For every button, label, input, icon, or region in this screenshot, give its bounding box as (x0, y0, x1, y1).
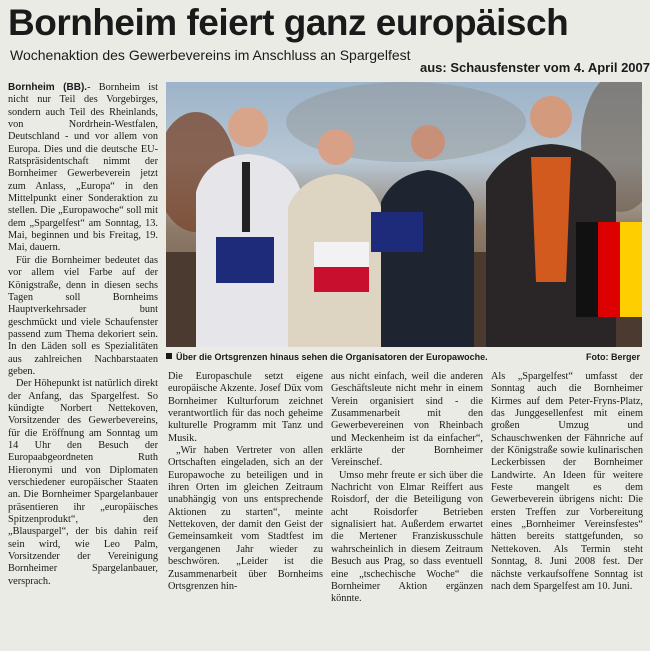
paragraph: Der Höhepunkt ist natürlich direkt der Anfang, das Spargelfest. So kündigte Norbert Nettekoven, Vorsitzender des Gewerbevereins, für die Eröffnung am Sonntag um 14 Uhr den Besuch der Europaabgeordneten Ruth Hieronymi und von Diplomaten verschiedener europäischer Staaten an. Die Bornheimer Spargelanbauer präsentieren ihr „europäisches Spitzenprodukt“, den „Blauspargel“, der bis dahin reif sein wird, wie Leo Palm, Vorsitzender der Vereinigung Bornheimer Spargelanbauer, versprach. (8, 378, 158, 587)
article-column-2 (168, 371, 323, 648)
caption-text: Über die Ortsgrenzen hinaus sehen die Organisatoren der Europawoche. (176, 352, 488, 362)
paragraph: „Wir haben Vertreter von allen Ortschaften eingeladen, sich an der Europawoche zu beteiligen und in ihren Orten im gleichen Zeitraum unabhängig von uns entsprechende Aktionen zu starten“, meinte Nettekoven, der damit den Geist der Gemeinsamkeit vom Stadtfest im vergangenen Jahr wieder zu beschwören. „Leider ist die Zusammenarbeit über Bornheims Ortsgrenzen hin- (168, 445, 323, 592)
paragraph: aus nicht einfach, weil die anderen Geschäftsleute nicht mehr in einem Verein organisiert sind - die Zusammenarbeit mit den Gewerbevereinen von Rheinbach und Meckenheim ist da einfacher“, erklärte der Bornheimer Vereinschef. (331, 371, 483, 469)
headline: Bornheim feiert ganz europäisch (8, 2, 569, 43)
article-column-3 (331, 371, 483, 648)
paragraph: Umso mehr freute er sich über die Nachricht von Elmar Reiffert aus Roisdorf, der die Beteiligung von acht Roisdorfer Betrieben signalisiert hat. Außerdem erwartet die Mertener Franziskusschule wahrscheinlich in diesem Zeitraum Besuch aus Prag, so dass eventuell eine „tschechische Woche“ die Bornheimer Aktion ergänzen könnte. (331, 469, 483, 605)
photo-illustration (166, 82, 642, 347)
paragraph: Für die Bornheimer bedeutet das vor allem viel Farbe auf der Königstraße, denn in diesen sechs Tagen soll Bornheims Hauptverkehrsader bunt geschmückt und viele Schaufenster passend zum Thema dekoriert sein. In den Läden soll es Spezialitäten aus zahlreichen Nachbarstaaten geben. (8, 254, 158, 377)
paragraph (8, 82, 158, 255)
article-column-4 (491, 371, 643, 648)
paragraph-text: - Bornheim ist nicht nur Teil des Vorgebirges, sondern auch Teil des Rheinlands, von Nordrhein-Westfalen, Deutschland - und vor allem von Europa. Dies und die deutsche EU-Ratspräsidentschaft nimmt der Bornheimer Gewerbeverein jetzt zum Anlass, „Europa“ in den Mittelpunkt einer Sonderaktion zu stellen. Die „Europawoche“ soll mit dem „Spargelfest“ am Sonntag, 13. Mai, beginnen und bis Freitag, 19. Mai, dauern. (8, 82, 158, 254)
group-photo (166, 82, 642, 347)
dateline: Bornheim (BB). (8, 82, 88, 93)
subheadline: Wochenaktion des Gewerbevereins im Anschluss an Spargelfest (10, 47, 411, 63)
source-note: aus: Schausfenster vom 4. April 2007 (420, 60, 650, 75)
paragraph: Als „Spargelfest“ umfasst der Sonntag auch die Bornheimer Kirmes auf dem Peter-Fryns-Platz, das Junggesellenfest mit einem großen Umzug und Schauschwenken der Fähnriche auf der Königstraße sowie kulinarischen Leckerbissen der Bornheimer Landwirte. An Ideen für weitere Feste mangelt es dem Gewerbeverein übrigens nicht: Die ersten Treffen zur Vorbereitung eines „Bornheimer Vereinsfestes“ hätten bereits stattgefunden, so Nettekoven. Als Termin steht Sonntag, 8. Juni 2008 fest. Der nächste verkaufsoffene Sonntag ist nach dem Spargelfest am 10. Juni. (491, 371, 643, 592)
photo-caption (166, 351, 642, 363)
photo-credit: Foto: Berger (586, 352, 640, 362)
article-column-1 (8, 82, 158, 648)
caption-bullet (166, 353, 172, 359)
paragraph: Die Europaschule setzt eigene europäische Akzente. Josef Düx vom Bornheimer Kulturforum zeichnet verantwortlich für das noch geheime kulturelle Programm mit Tanz und Musik. (168, 371, 323, 444)
